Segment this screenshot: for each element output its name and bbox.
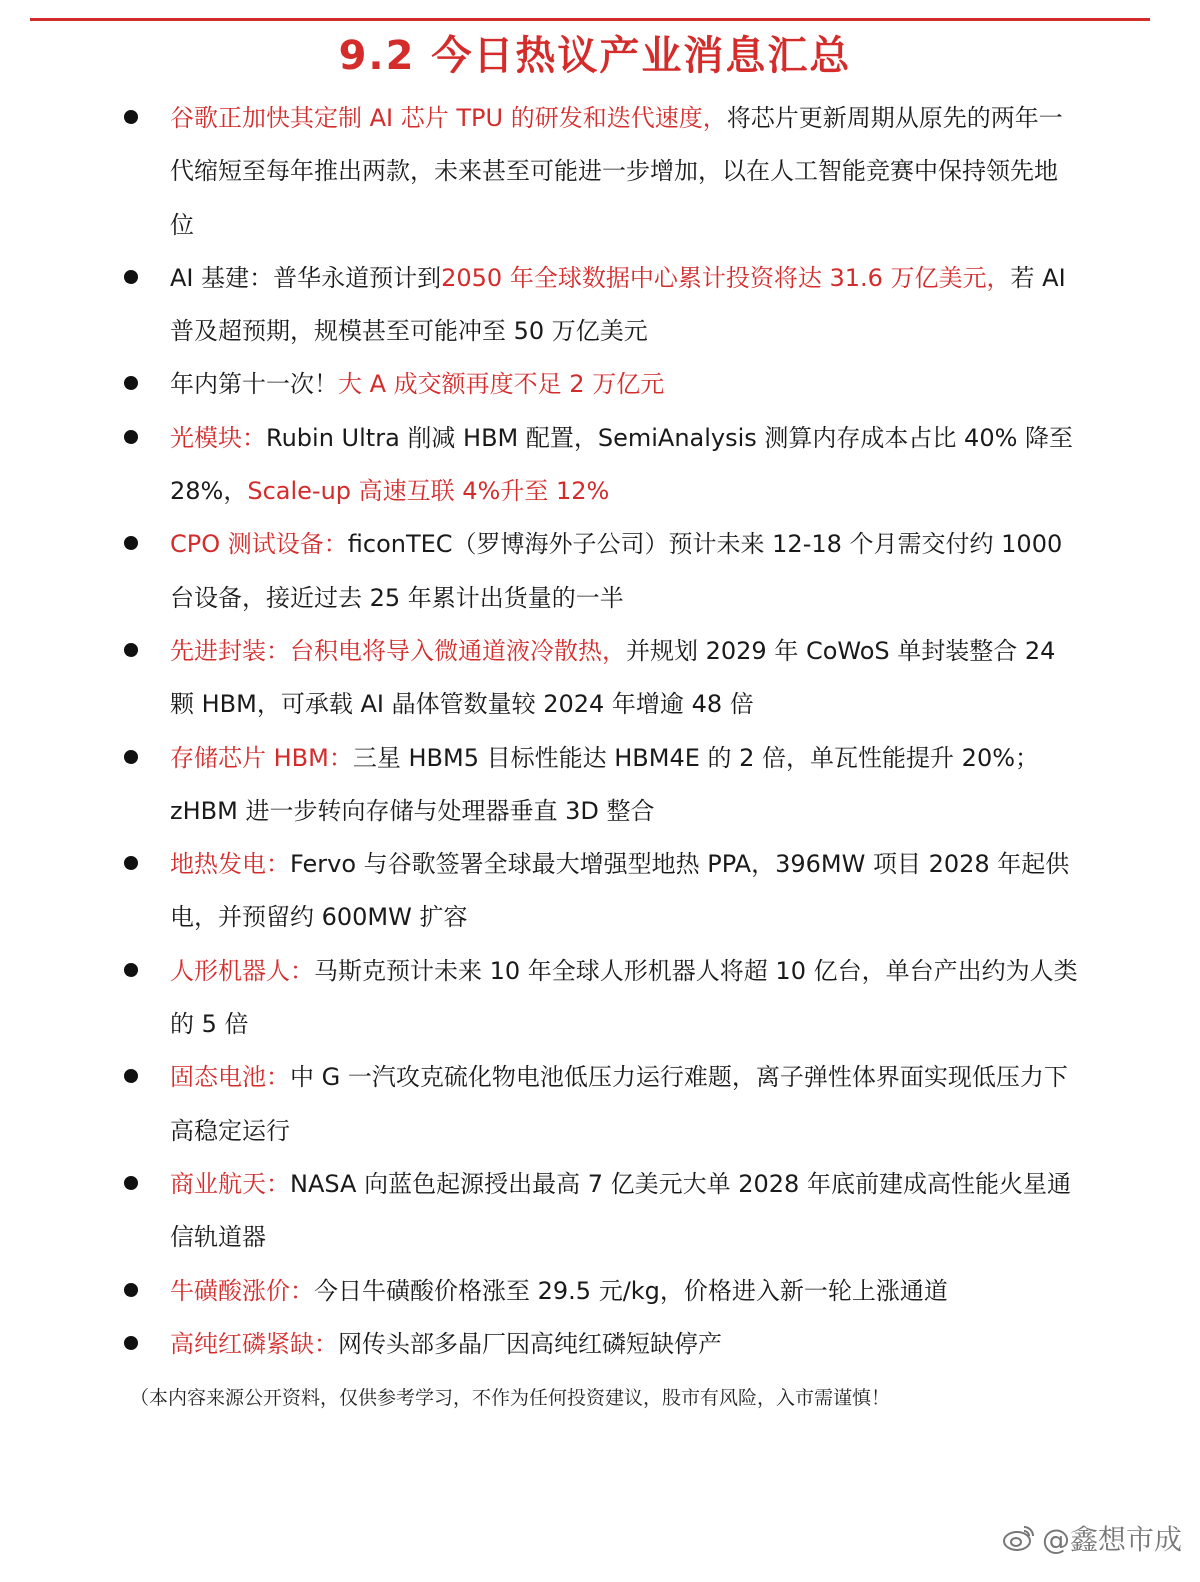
news-text: AI 基建：普华永道预计到 xyxy=(170,263,442,292)
cropped-header xyxy=(0,0,1200,6)
bullet-icon xyxy=(124,376,138,390)
news-item-taurine xyxy=(0,1265,1200,1318)
news-item-geothermal xyxy=(0,838,1200,945)
disclaimer: （本内容来源公开资料，仅供参考学习，不作为任何投资建议，股市有风险，入市需谨慎！ xyxy=(130,1387,891,1409)
news-text: Rubin Ultra 削减 HBM 配置，SemiAnalysis 测算内存成本占比 40% 降至 28%， xyxy=(170,423,1074,506)
bullet-icon xyxy=(124,536,138,550)
bullet-icon xyxy=(124,1176,138,1190)
news-highlight: 2050 年全球数据中心累计投资将达 31.6 万亿美元， xyxy=(441,263,1011,292)
header-rule xyxy=(30,18,1150,21)
news-text: 并规划 2029 年 CoWoS 单封装整合 24 颗 HBM，可承载 AI 晶体管数量较 2024 年增逾 48 倍 xyxy=(170,636,1056,719)
news-highlight: 谷歌正加快其定制 AI 芯片 TPU 的研发和迭代速度， xyxy=(170,104,727,132)
news-item-humanoid xyxy=(0,945,1200,1052)
news-item-optical-module xyxy=(0,412,1200,519)
news-highlight: 先进封装：台积电将导入微通道液冷散热， xyxy=(170,636,626,665)
news-highlight: 牛磺酸涨价： xyxy=(170,1276,314,1305)
news-item-solid-battery xyxy=(0,1051,1200,1158)
bullet-icon xyxy=(124,1069,138,1083)
news-text: 马斯克预计未来 10 年全球人形机器人将超 10 亿台，单台产出约为人类的 5 倍 xyxy=(170,956,1078,1039)
news-highlight: 光模块： xyxy=(170,423,266,452)
news-highlight: 高纯红磷紧缺： xyxy=(170,1329,338,1358)
news-text: NASA 向蓝色起源授出最高 7 亿美元大单 2028 年底前建成高性能火星通信轨道器 xyxy=(170,1169,1071,1252)
news-text: 中 G 一汽攻克硫化物电池低压力运行难题，离子弹性体界面实现低压力下高稳定运行 xyxy=(170,1063,1068,1145)
news-highlight: 商业航天： xyxy=(170,1169,290,1198)
news-item-hbm xyxy=(0,732,1200,839)
bullet-icon xyxy=(124,963,138,977)
news-item-aerospace xyxy=(0,1158,1200,1265)
news-text: 若 AI 普及超预期，规模甚至可能冲至 50 万亿美元 xyxy=(170,263,1066,346)
bullet-icon xyxy=(124,270,138,284)
news-item-ai-infra xyxy=(0,252,1200,359)
weibo-icon xyxy=(1002,1523,1036,1553)
news-text: 网传头部多晶厂因高纯红磷短缺停产 xyxy=(338,1329,722,1358)
bullet-icon xyxy=(124,856,138,870)
news-item-packaging xyxy=(0,625,1200,732)
news-text: 将芯片更新周期从原先的两年一代缩短至每年推出两款，未来甚至可能进一步增加，以在人工智能竞赛中保持领先地位 xyxy=(170,104,1063,239)
news-text: ficonTEC（罗博海外子公司）预计未来 12-18 个月需交付约 1000 台设备，接近过去 25 年累计出货量的一半 xyxy=(170,530,1063,612)
page-title: 9.2 今日热议产业消息汇总 xyxy=(338,33,852,79)
news-text: 今日牛磺酸价格涨至 29.5 元/kg，价格进入新一轮上涨通道 xyxy=(314,1276,948,1305)
news-highlight: 大 A 成交额再度不足 2 万亿元 xyxy=(338,370,665,399)
news-text: 三星 HBM5 目标性能达 HBM4E 的 2 倍，单瓦性能提升 20%；zHBM 进一步转向存储与处理器垂直 3D 整合 xyxy=(170,743,1040,825)
news-item-red-phosphorus xyxy=(0,1318,1200,1371)
news-text: Fervo 与谷歌签署全球最大增强型地热 PPA，396MW 项目 2028 年起供电，并预留约 600MW 扩容 xyxy=(170,850,1070,932)
weibo-watermark xyxy=(1002,1518,1182,1558)
news-highlight: 地热发电： xyxy=(170,850,290,879)
bullet-icon xyxy=(124,430,138,444)
news-list xyxy=(0,92,1200,1371)
news-highlight: Scale-up 高速互联 4%升至 12% xyxy=(247,477,610,506)
news-highlight: 人形机器人： xyxy=(170,956,314,985)
bullet-icon xyxy=(124,643,138,657)
news-item-cpo xyxy=(0,518,1200,625)
news-item-a-share xyxy=(0,358,1200,411)
bullet-icon xyxy=(124,1336,138,1350)
news-highlight: 存储芯片 HBM： xyxy=(170,743,353,772)
news-highlight: 固态电池： xyxy=(170,1063,290,1092)
bullet-icon xyxy=(124,1283,138,1297)
news-highlight: CPO 测试设备： xyxy=(170,530,348,559)
watermark-text: @鑫想市成 xyxy=(1042,1523,1183,1556)
news-item-tpu xyxy=(0,92,1200,252)
bullet-icon xyxy=(124,750,138,764)
news-text: 年内第十一次！ xyxy=(170,370,338,399)
bullet-icon xyxy=(124,110,138,124)
